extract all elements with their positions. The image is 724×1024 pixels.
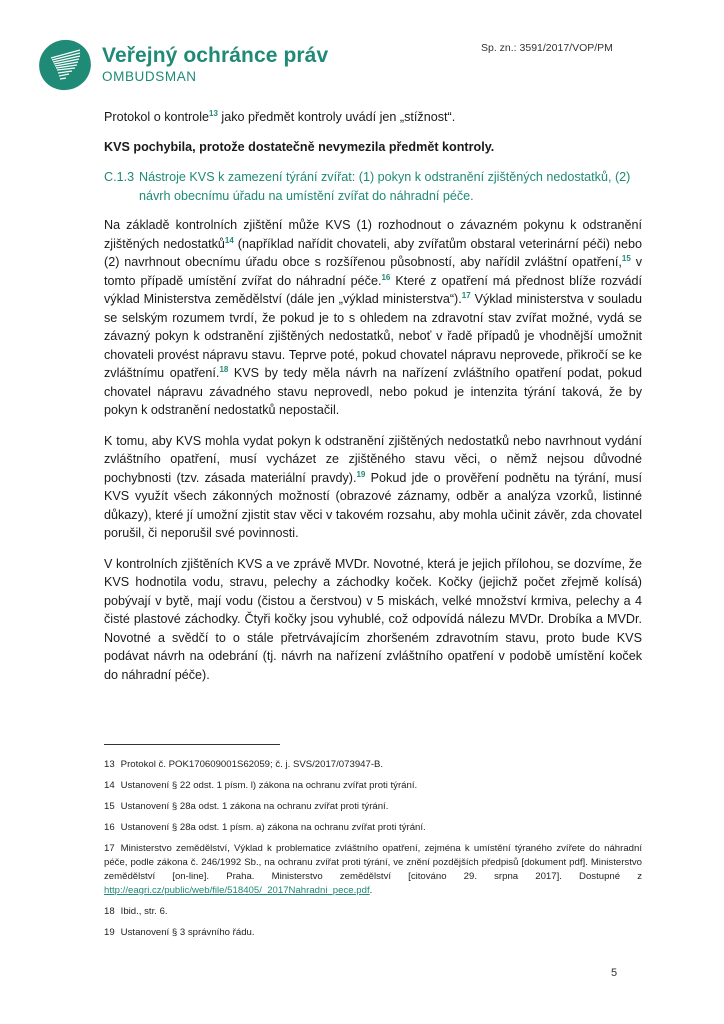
footnote-13 — [104, 758, 642, 772]
footnote-number: 13 — [104, 759, 115, 770]
text-run: (například nařídit chovateli, aby zvířatům obstaral veterinární péči) nebo (2) navrhnout obecnímu úřadu obce s rozšířenou působností, aby nařídil zvláštní opatření, — [104, 236, 642, 269]
footnote-link[interactable]: http://eagri.cz/public/web/file/518405/_2017Nahradni_pece.pdf — [104, 885, 370, 896]
footnote-15 — [104, 800, 642, 814]
text-run: KVS by tedy měla návrh na nařízení zvláštního opatření podat, pokud chovatel nápravu závadného stavu neprovedl, nebo pokud je intenzita týrání taková, že by pokyn k odstranění nedostatků nepostačil. — [104, 366, 642, 417]
footnote-ref-15[interactable]: 15 — [621, 253, 631, 263]
paragraph-findings: V kontrolních zjištěních KVS a ve zprávě MVDr. Novotné, která je jejich přílohou, se dozvíme, že KVS hodnotila vodu, stravu, pelechy a záchodky koček. Kočky (jejichž počet zřejmě kolísá) pobývají v bytě, mají vodu (čistou a čerstvou) v 5 miskách, velké množství krmiva, pelechy a 4 čisté plastové záchodky. Čtyři kočky jsou vyhublé, což odpovídá nálezu MVDr. Drobíka a MVDr. Novotné a svědčí to o stále přetrvávajícím zhoršeném zdravotním stavu, proto bude KVS podávat návrh na odebrání (tj. návrh na nařízení zvláštního opatření v podobě umístění koček do náhradní péče). — [104, 556, 642, 682]
footnote-text: Ministerstvo zemědělství, Výklad k problematice zvláštního opatření, zejména k umístění týraného zvířete do náhradní péče, podle zákona č. 246/1992 Sb., na ochranu zvířat proti týrání, ve znění pozdějších předpisů [dokument pdf]. Ministerstvo zemědělství [on-line]. Praha. Ministerstvo zemědělství [citováno 29. srpna 2017]. Dostupné z — [104, 843, 642, 882]
footnote-text: Ustanovení § 3 správního řádu. — [120, 927, 255, 938]
footnote-19 — [104, 926, 642, 940]
footnote-number: 17 — [104, 843, 115, 854]
text-run: Na základě kontrolních zjištění může KVS (1) rozhodnout o závazném pokynu k odstranění zjištěných nedostatků — [104, 218, 642, 251]
footnote-number: 14 — [104, 780, 115, 791]
footnote-ref-17[interactable]: 17 — [461, 290, 471, 300]
footnote-ref-16[interactable]: 16 — [381, 272, 391, 282]
footnote-text: Ustanovení § 28a odst. 1 písm. a) zákona na ochranu zvířat proti týrání. — [120, 822, 426, 833]
footnote-ref-18[interactable]: 18 — [219, 364, 229, 374]
bold-statement: KVS pochybila, protože dostatečně nevymezila předmět kontroly. — [104, 139, 495, 154]
document-reference: Sp. zn.: 3591/2017/VOP/PM — [481, 42, 613, 54]
footnote-17 — [104, 842, 642, 898]
footnote-separator — [104, 744, 280, 745]
text-run: Které z opatření má přednost blíže rozvádí výklad Ministerstva zemědělství (dále jen „výklad ministerstva“). — [104, 273, 642, 306]
footnote-text: Protokol č. POK170609001S62059; č. j. SVS/2017/073947-B. — [120, 759, 384, 770]
document-body — [104, 108, 642, 696]
ombudsman-logo — [38, 38, 328, 92]
paragraph-material-truth — [104, 432, 642, 543]
footnote-text: Ibid., str. 6. — [120, 906, 168, 917]
intro-text-end: jako předmět kontroly uvádí jen „stížnost“. — [217, 110, 456, 124]
text-run: Pokud jde o prověření podnětu na týrání, musí KVS využít všech zákonných možností (obrazové záznamy, odběr a analýza vzorků, listinné důkazy), které jí umožní zjistit stav věci v takovém rozsahu, aby mohla učinit závěr, zda chovatel porušil, či neporušil své povinnosti. — [104, 470, 642, 540]
footnote-ref-19[interactable]: 19 — [356, 469, 366, 479]
footnotes — [104, 758, 642, 947]
footnote-number: 18 — [104, 906, 115, 917]
text-run: Výklad ministerstva v souladu se selským rozumem tvrdí, že pokud je to s ohledem na zdravotní stav zvířat možné, vydá se závazný pokyn k odstranění zjištěných nedostatků, neboť v řadě případů je vhodnější umožnit chovateli provést nápravu stavu. Teprve poté, pokud chovatel nápravu neprovede, přikročí se ke zvláštnímu opatření. — [104, 292, 642, 380]
text-run: v tomto případě umístění zvířat do náhradní péče. — [104, 255, 642, 288]
footnote-ref-13[interactable]: 13 — [209, 108, 218, 118]
paragraph-tools — [104, 216, 642, 420]
footnote-number: 15 — [104, 801, 115, 812]
footnote-14 — [104, 779, 642, 793]
footnote-text: Ustanovení § 28a odst. 1 zákona na ochranu zvířat proti týrání. — [120, 801, 389, 812]
section-number: C.1.3 — [104, 170, 135, 184]
footnote-text-end: . — [369, 885, 373, 896]
footnote-18 — [104, 905, 642, 919]
intro-text: Protokol o kontrole — [104, 110, 210, 124]
section-heading — [104, 168, 642, 206]
section-title: Nástroje KVS k zamezení týrání zvířat: (1) pokyn k odstranění zjištěných nedostatků, (2) návrh obecnímu úřadu na umístění zvířat do náhradní péče. — [139, 170, 631, 203]
intro-paragraph — [104, 108, 642, 127]
logo-subtitle: OMBUDSMAN — [102, 69, 197, 84]
footnote-text: Ustanovení § 22 odst. 1 písm. l) zákona na ochranu zvířat proti týrání. — [120, 780, 418, 791]
footnote-number: 16 — [104, 822, 115, 833]
page-number: 5 — [611, 967, 618, 979]
footnote-number: 19 — [104, 927, 115, 938]
footnote-ref-14[interactable]: 14 — [224, 235, 234, 245]
footnote-16 — [104, 821, 642, 835]
ombudsman-logo-icon — [38, 38, 92, 92]
logo-title: Veřejný ochránce práv — [102, 44, 329, 67]
text-run: K tomu, aby KVS mohla vydat pokyn k odstranění zjištěných nedostatků nebo navrhnout vydání zvláštního opatření, musí vycházet ze zjištěného stavu věci, o němž nejsou důvodné pochybnosti (tzv. zásada materiální pravdy). — [104, 433, 642, 485]
